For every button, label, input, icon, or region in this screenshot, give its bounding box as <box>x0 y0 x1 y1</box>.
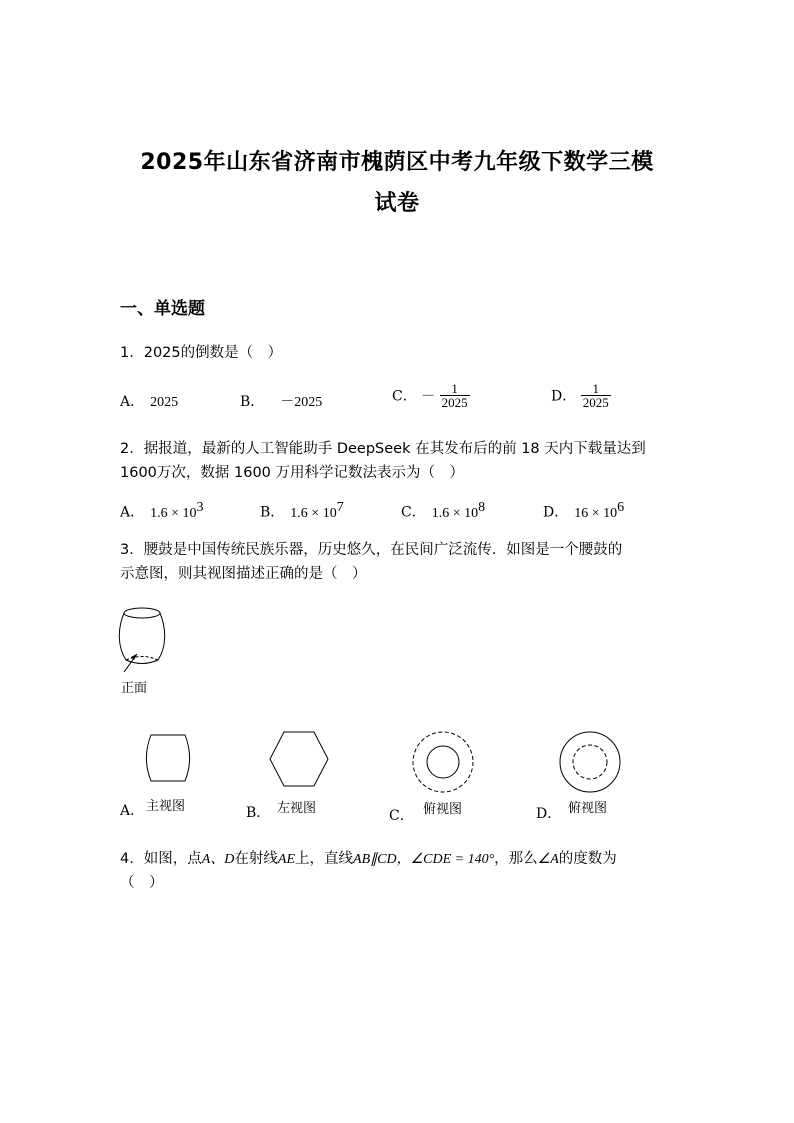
q1-option-d-denominator: 2025 <box>582 395 609 410</box>
q2-option-d-exp: 6 <box>617 500 625 515</box>
q1-option-c-numerator: 1 <box>440 382 470 396</box>
q2-option-c <box>401 500 485 522</box>
drum-front-caption: 正面 <box>121 681 148 696</box>
q1-stem: 1．2025的倒数是（ ） <box>120 345 283 361</box>
q2-option-d-base: 16 × 10 <box>574 505 618 521</box>
q1-option-c-fraction <box>440 382 470 409</box>
q3-stem-line2: 示意图，则其视图描述正确的是（ ） <box>120 566 367 582</box>
q4-text-part2: 在射线 <box>234 851 278 867</box>
q3-option-b-caption: 左视图 <box>277 801 317 816</box>
q2-option-b-exp: 7 <box>336 500 344 515</box>
q3-stem-line1: 3．腰鼓是中国传统民族乐器，历史悠久，在民间广泛流传．如图是一个腰鼓的 <box>120 542 623 558</box>
q4-text-part1: 4．如图，点 <box>120 851 202 867</box>
q3-option-a-caption: 主视图 <box>146 799 186 814</box>
document-title-line2: 试卷 <box>374 191 420 216</box>
q1-option-a-label: A． <box>120 394 145 410</box>
q4-parallel-condition: AB∥CD，∠CDE = 140° <box>353 852 495 867</box>
q3-option-c-label: C． <box>389 808 414 824</box>
q4-text-part3: 上，直线 <box>295 851 354 867</box>
q3-option-b-left-view-figure <box>268 730 330 788</box>
q1-option-a-value: 2025 <box>150 395 179 410</box>
q3-option-d-label: D． <box>536 806 562 822</box>
q1-option-c <box>392 382 470 409</box>
q1-option-d-fraction <box>581 382 611 409</box>
q2-option-b <box>260 500 344 522</box>
q1-option-b-value: －2025 <box>280 395 323 410</box>
q3-option-b-label: B． <box>246 805 271 821</box>
q2-stem-line1: 2．据报道，最新的人工智能助手 DeepSeek 在其发布后的前 18 天内下载量达到 <box>120 441 646 457</box>
q4-text-part4: ，那么 <box>494 851 538 867</box>
q1-option-c-denominator: 2025 <box>441 395 468 410</box>
q2-stem-line2: 1600万次，数据 1600 万用科学记数法表示为（ ） <box>120 465 465 481</box>
q4-ray: AE <box>277 852 296 867</box>
q4-points: A、D <box>201 852 235 867</box>
waist-drum-figure <box>112 602 182 674</box>
q2-option-d-label: D． <box>543 504 569 521</box>
q3-option-c-caption: 俯视图 <box>423 802 463 817</box>
q4-text-part5: 的度数为 <box>558 851 617 867</box>
q4-stem-line1 <box>120 847 617 868</box>
section-heading: 一、单选题 <box>120 299 205 319</box>
q4-stem-line2: （ ） <box>120 875 164 891</box>
q2-option-c-base: 1.6 × 10 <box>431 505 479 521</box>
q3-option-d-caption: 俯视图 <box>568 801 608 816</box>
q2-option-c-label: C． <box>401 504 426 521</box>
q2-option-a <box>120 500 204 522</box>
q4-angle: ∠A <box>537 852 559 867</box>
q2-option-a-label: A． <box>120 504 145 521</box>
q1-option-b <box>240 391 322 411</box>
q3-option-a-label: A． <box>120 803 145 819</box>
q1-option-c-label: C． <box>392 388 417 405</box>
q1-option-d-numerator: 1 <box>581 382 611 396</box>
q3-option-d-top-view-figure <box>558 730 622 794</box>
document-title-line1: 2025年山东省济南市槐荫区中考九年级下数学三模 <box>140 150 654 175</box>
q1-option-c-sign: － <box>421 389 436 405</box>
q3-option-c-top-view-figure <box>411 730 475 794</box>
q2-option-a-base: 1.6 × 10 <box>150 505 197 521</box>
q1-option-d-label: D． <box>551 388 577 405</box>
q3-option-a-main-view-figure <box>145 732 191 784</box>
q2-option-b-base: 1.6 × 10 <box>290 505 337 521</box>
q1-option-b-label: B． <box>240 394 265 410</box>
q1-option-a <box>120 391 178 411</box>
q1-option-d <box>551 382 611 409</box>
q2-option-c-exp: 8 <box>478 500 486 515</box>
q2-option-d <box>543 500 624 522</box>
q2-option-b-label: B． <box>260 504 285 521</box>
q2-option-a-exp: 3 <box>196 500 204 515</box>
